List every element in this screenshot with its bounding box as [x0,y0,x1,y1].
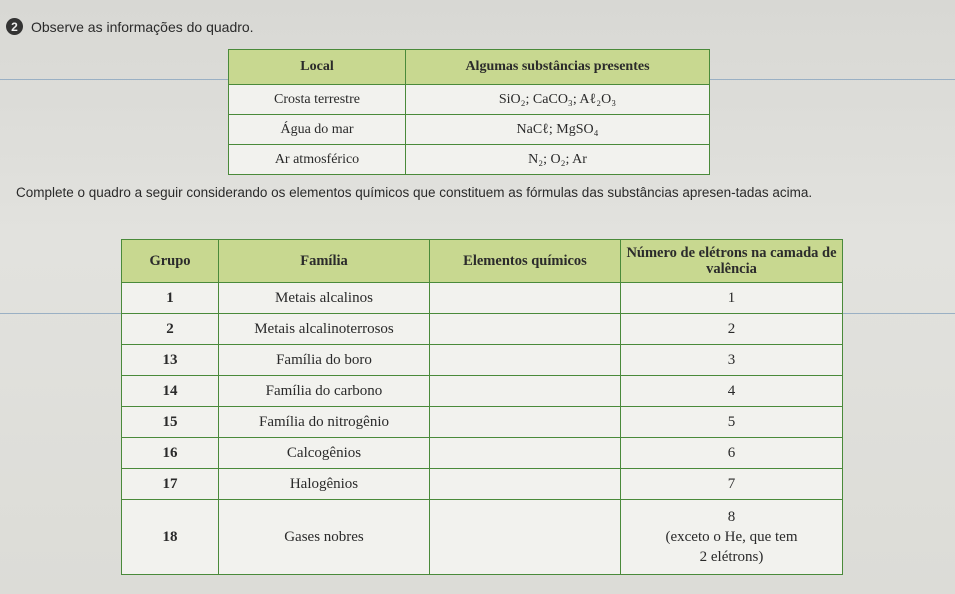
families-header-row [122,240,843,283]
header-substancias: Algumas substâncias presentes [406,50,710,85]
group-cell: 18 [122,500,219,575]
elements-answer-cell[interactable] [430,283,621,314]
family-cell: Halogênios [219,469,430,500]
group-cell: 17 [122,469,219,500]
table-row [122,407,843,438]
header-eletrons: Número de elétrons na camada de valência [621,240,843,283]
table-row [122,500,843,575]
group-cell: 2 [122,314,219,345]
electrons-cell: 4 [621,376,843,407]
table-row [122,345,843,376]
family-cell: Família do carbono [219,376,430,407]
substances-cell: NaCℓ; MgSO₄ [406,115,710,145]
group-cell: 15 [122,407,219,438]
table-row [229,85,710,115]
local-cell: Crosta terrestre [229,85,406,115]
electrons-cell: 6 [621,438,843,469]
family-cell: Família do nitrogênio [219,407,430,438]
group-cell: 16 [122,438,219,469]
electrons-line: 8 [727,509,736,525]
instruction-text: Complete o quadro a seguir considerando os elementos químicos que constituem as fórmulas das substâncias apresen-tadas acima. [16,185,813,200]
family-cell: Gases nobres [219,500,430,575]
electrons-line: (exceto o He, que tem [665,529,798,545]
local-cell: Ar atmosférico [229,145,406,175]
table-row [122,469,843,500]
elements-answer-cell[interactable] [430,438,621,469]
family-cell: Metais alcalinos [219,283,430,314]
header-elementos: Elementos químicos [430,240,621,283]
electrons-line: 2 elétrons) [699,549,764,565]
elements-answer-cell[interactable] [430,376,621,407]
elements-answer-cell[interactable] [430,314,621,345]
group-cell: 1 [122,283,219,314]
table-row [229,115,710,145]
substances-table [228,49,710,175]
family-cell: Metais alcalinoterrosos [219,314,430,345]
group-cell: 13 [122,345,219,376]
elements-answer-cell[interactable] [430,500,621,575]
family-cell: Calcogênios [219,438,430,469]
header-familia: Família [219,240,430,283]
header-local: Local [229,50,406,85]
families-table [121,239,843,575]
table-row [122,376,843,407]
question-number: 2 [6,18,23,35]
elements-answer-cell[interactable] [430,469,621,500]
electrons-cell: 7 [621,469,843,500]
substances-header-row [229,50,710,85]
header-grupo: Grupo [122,240,219,283]
electrons-cell: 2 [621,314,843,345]
question-text: Observe as informações do quadro. [31,18,254,35]
question-header [6,18,254,35]
elements-answer-cell[interactable] [430,345,621,376]
electrons-cell-noble-gases [621,500,843,575]
substances-cell: SiO₂; CaCO₃; Aℓ₂O₃ [406,85,710,115]
table-row [122,283,843,314]
table-row [122,438,843,469]
electrons-cell: 3 [621,345,843,376]
group-cell: 14 [122,376,219,407]
table-row [229,145,710,175]
elements-answer-cell[interactable] [430,407,621,438]
electrons-cell: 1 [621,283,843,314]
electrons-cell: 5 [621,407,843,438]
substances-cell: N₂; O₂; Ar [406,145,710,175]
family-cell: Família do boro [219,345,430,376]
table-row [122,314,843,345]
local-cell: Água do mar [229,115,406,145]
